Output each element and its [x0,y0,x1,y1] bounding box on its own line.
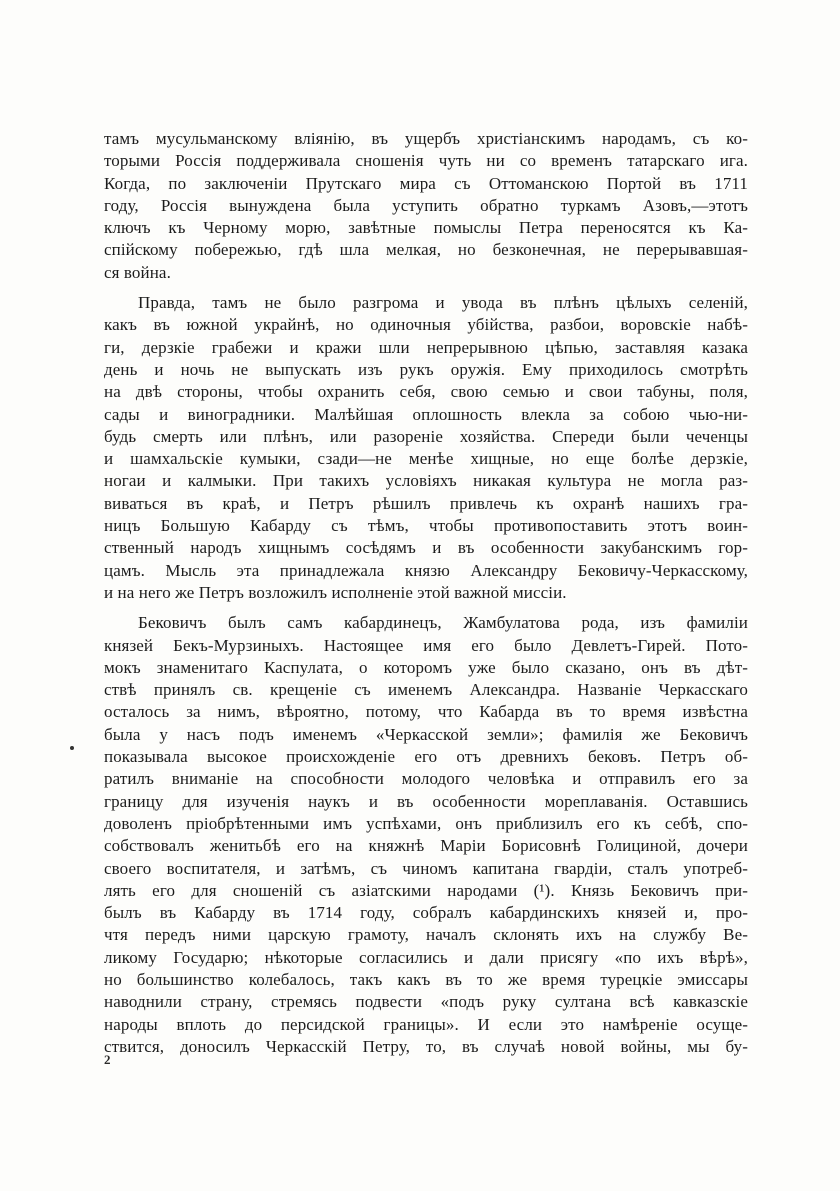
paragraph-1 [104,128,748,284]
text-line: собствовалъ женитьбѣ его на княжнѣ Маріи Борисовнѣ Голициной, дочери [104,836,748,856]
text-line: спійскому побережью, гдѣ шла мелкая, но безконечная, не перерывавшая- [104,240,748,260]
text-line: году, Россія вынуждена была уступить обратно туркамъ Азовъ,—этотъ [104,195,748,215]
text-line: мокъ знаменитаго Каспулата, о которомъ уже было сказано, онъ въ дѣт- [104,657,748,677]
paragraph-2 [104,292,748,604]
text-line: чтя передъ ними царскую грамоту, началъ склонять ихъ на службу Ве- [104,925,748,945]
text-line: тамъ мусульманскому вліянію, въ ущербъ христіанскимъ народамъ, съ ко- [104,129,748,148]
text-line: ги, дерзкіе грабежи и кражи шли непрерывною цѣпью, заставляя казака [104,337,748,357]
text-line: Когда, по заключеніи Прутскаго мира съ Оттоманскою Портой въ 1711 [104,173,748,193]
paragraph-3 [104,612,748,1058]
text-line: наводнили страну, стремясь подвести «подъ руку султана всѣ кавказскіе [104,992,748,1012]
text-line: была у насъ подъ именемъ «Черкасской земли»; фамилія же Бековичъ [104,724,748,744]
text-line: виваться въ краѣ, и Петръ рѣшилъ привлечь къ охранѣ нашихъ гра- [104,493,748,513]
text-line: своего воспитателя, и затѣмъ, съ чиномъ капитана гвардіи, сталъ употреб- [104,858,748,878]
text-line: и на него же Петръ возложилъ исполненіе этой важной миссіи. [104,582,567,602]
text-line: князей Бекъ-Мурзиныхъ. Настоящее имя его было Девлетъ-Гирей. Пото- [104,635,748,655]
text-line: ствится, доносилъ Черкасскій Петру, то, въ случаѣ новой войны, мы бу- [104,1036,748,1056]
text-line: доволенъ пріобрѣтенными имъ успѣхами, онъ приблизилъ его къ себѣ, спо- [104,813,748,833]
text-line: на двѣ стороны, чтобы охранить себя, свою семью и свои табуны, поля, [104,382,748,402]
text-line: но большинство колебалось, такъ какъ въ то же время турецкіе эмиссары [104,969,748,989]
text-line: Бековичъ былъ самъ кабардинецъ, Жамбулатова рода, изъ фамиліи [138,613,748,633]
text-line: сады и виноградники. Малѣйшая оплошность влекла за собою чью-ни- [104,404,748,424]
text-line: день и ночь не выпускать изъ рукъ оружія. Ему приходилось смотрѣть [104,359,748,379]
text-line: ключъ къ Черному морю, завѣтные помыслы Петра переносятся къ Ка- [104,218,748,238]
text-line: торыми Россія поддерживала сношенія чуть ни со временъ татарскаго ига. [104,151,748,171]
text-line: ликому Государю; нѣкоторые согласились и дали присягу «по ихъ вѣрѣ», [104,947,748,967]
text-line: осталось за нимъ, вѣроятно, потому, что Кабарда въ то время извѣстна [104,702,748,722]
page-number: 2 [104,1052,111,1067]
text-line: Правда, тамъ не было разгрома и увода въ плѣнъ цѣлыхъ селеній, [138,293,748,313]
text-line: цамъ. Мысль эта принадлежала князю Александру Бековичу-Черкасскому, [104,560,748,580]
text-line: границу для изученія наукъ и въ особенности мореплаванія. Оставшись [104,791,748,811]
text-line: ствѣ принялъ св. крещеніе съ именемъ Александра. Названіе Черкасскаго [104,680,748,700]
text-line: ратилъ вниманіе на способности молодого человѣка и отправилъ его за [104,769,748,789]
text-line: и шамхальскіе кумыки, сзади—не менѣе хищные, но еще болѣе дерзкіе, [104,449,748,469]
text-line: будь смерть или плѣнъ, или разореніе хозяйства. Спереди были чеченцы [104,426,748,446]
text-line: ственный народъ хищнымъ сосѣдямъ и въ особенности закубанскимъ гор- [104,538,748,558]
ink-speck [70,746,74,750]
text-line: лять его для сношеній съ азіатскими народами (¹). Князь Бековичъ при- [104,880,748,900]
text-line: ся война. [104,262,171,282]
text-line: показывала высокое происхожденіе его отъ древнихъ бековъ. Петръ об- [104,747,748,767]
text-line: ногаи и калмыки. При такихъ условіяхъ никакая культура не могла раз- [104,471,748,491]
text-line: народы вплоть до персидской границы». И если это намѣреніе осуще- [104,1014,748,1034]
text-line: ницъ Большую Кабарду съ тѣмъ, чтобы противопоставить этотъ воин- [104,516,748,536]
text-line: былъ въ Кабарду въ 1714 году, собралъ кабардинскихъ князей и, про- [104,903,748,923]
body-text [104,128,748,1058]
text-line: какъ въ южной украйнѣ, но одиночныя убійства, разбои, воровскіе набѣ- [104,315,748,335]
